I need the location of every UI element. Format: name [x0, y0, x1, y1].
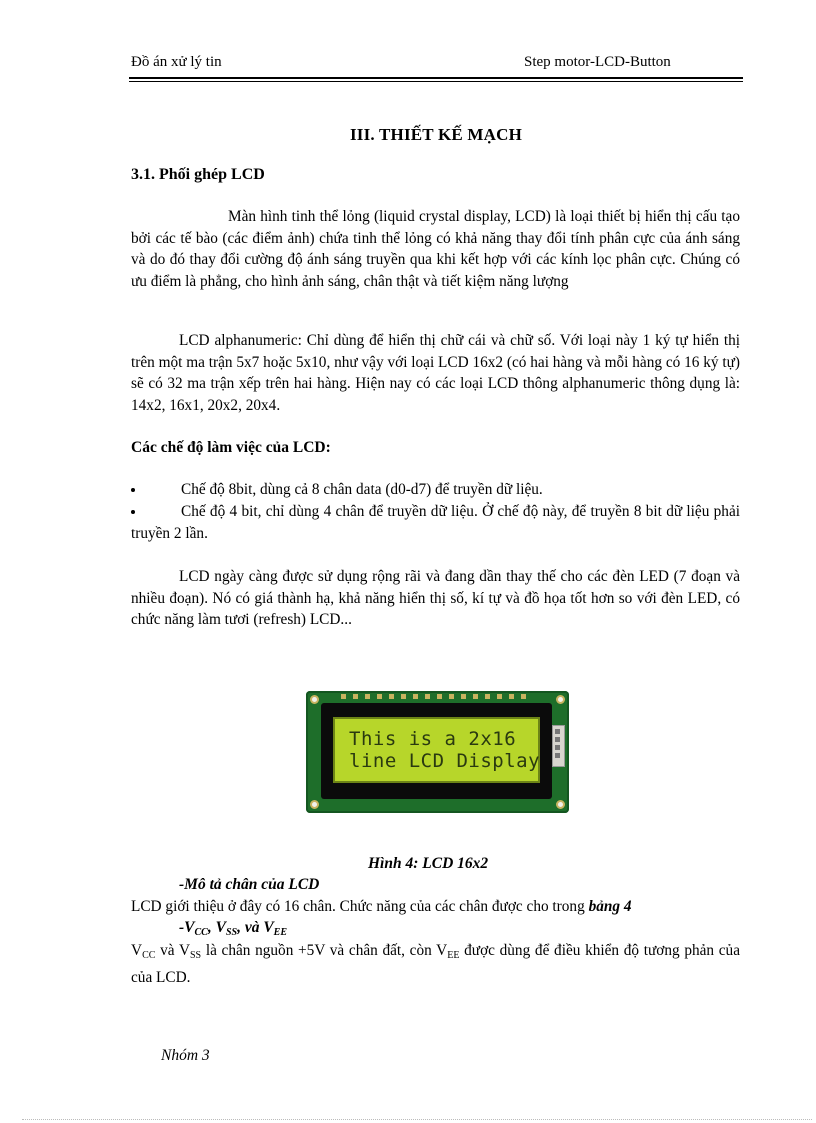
paragraph-usage: LCD ngày càng được sử dụng rộng rãi và đang dần thay thế cho các đèn LED (7 đoạn và nhiều đoạn). Nó có giá thành hạ, khả năng hiển thị số, kí tự và đồ họa tốt hơn so với đèn LED, có chức năng làm tươi (refresh) LCD...: [131, 568, 740, 629]
paragraph-alphanumeric: LCD alphanumeric: Chỉ dùng để hiển thị chữ cái và chữ số. Với loại này 1 ký tự hiển thị trên một ma trận 5x7 hoặc 5x10, như vậy với loại LCD 16x2 (có hai hàng và mỗi hàng có 16 ký tự) sẽ có 32 ma trận xếp trên hai hàng. Hiện nay có các loại LCD thông alphanumeric thông dụng là: 14x2, 16x1, 20x2, 20x4.: [131, 332, 740, 415]
list-item: [131, 479, 740, 501]
mounting-hole: [556, 695, 565, 704]
modes-heading: Các chế độ làm việc của LCD:: [131, 439, 331, 456]
connector-pins: [552, 725, 565, 767]
lcd-line-1: This is a 2x16: [349, 728, 517, 750]
mounting-hole: [310, 800, 319, 809]
footer-group: Nhóm 3: [161, 1047, 210, 1064]
header-rule-thin: [129, 81, 743, 82]
lcd-screen: [333, 717, 540, 783]
paragraph-intro: Màn hình tinh thể lỏng (liquid crystal display, LCD) là loại thiết bị hiển thị cấu tạo bởi các tế bào (các điểm ảnh) chứa tinh thể lỏng có khả năng thay đổi tính phân cực của ánh sáng và do đó thay đổi cường độ ánh sáng truyền qua khi kết hợp với các kính lọc phân cực. Chúng có ưu điểm là phẳng, cho hình ảnh sáng, chân thật và tiết kiệm năng lượng: [131, 208, 740, 291]
list-item-text: Chế độ 8bit, dùng cả 8 chân data (d0-d7) để truyền dữ liệu.: [181, 481, 543, 498]
lcd-bezel: [321, 703, 552, 799]
list-item: [131, 501, 740, 544]
header-rule: [129, 77, 743, 79]
figure-caption: Hình 4: LCD 16x2: [368, 855, 489, 872]
mounting-hole: [556, 800, 565, 809]
header-right: Step motor-LCD-Button: [524, 54, 671, 70]
supply-pins-heading: $-V_{CC}$, $V_{SS}$, và $V_{EE}$: [179, 919, 287, 938]
solder-pads: [341, 694, 531, 699]
list-item-text: Chế độ 4 bit, chỉ dùng 4 chân để truyền dữ liệu. Ở chế độ này, để truyền 8 bit dữ liệu phải truyền 2 lần.: [131, 503, 740, 542]
bullet-icon: [131, 488, 135, 492]
chapter-title: III. THIẾT KẾ MẠCH: [349, 125, 523, 144]
page-bottom-rule: [22, 1119, 812, 1120]
supply-pins-text: $V_{CC}$ và $V_{SS}$ là chân nguồn +5V và chân đất, còn $V_{EE}$ được dùng để điều khiển độ tương phản của của LCD.: [131, 942, 740, 986]
pin-description-text: LCD giới thiệu ở đây có 16 chân. Chức năng của các chân được cho trong bảng 4: [131, 898, 632, 915]
lcd-module-image: [306, 691, 569, 813]
table-reference: bảng 4: [588, 898, 632, 915]
bullet-icon: [131, 510, 135, 514]
lcd-line-2: line LCD Display: [349, 750, 541, 772]
section-heading: 3.1. Phối ghép LCD: [131, 166, 265, 183]
pin-description-heading: -Mô tả chân của LCD: [179, 876, 320, 893]
header-left: Đồ án xử lý tin: [131, 54, 222, 70]
mounting-hole: [310, 695, 319, 704]
